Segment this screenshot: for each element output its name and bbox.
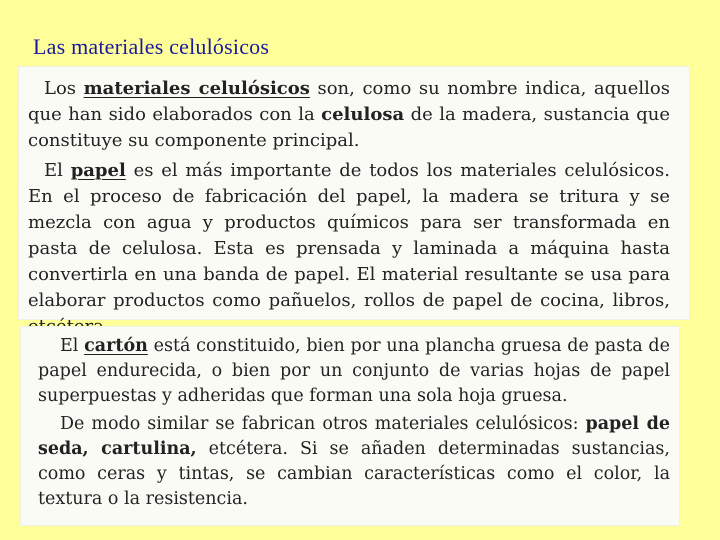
p1-mid: son, como su nombre indica, aquellos que han sido elaborados con la [28,78,670,125]
paragraph-carton [38,334,670,409]
keyword-materiales-celulosicos: materiales celulósicos [83,78,310,99]
paragraph-materiales-celulosicos [28,76,670,154]
p4-tail: etcétera. Si se añaden determinadas sustancias, como ceras y tintas, se cambian características como el color, la textura o la resistencia. [38,439,670,509]
slide-title: Las materiales celulósicos [33,34,270,59]
p1-tail: de la madera, sustancia que constituye su componente principal. [28,104,671,151]
paragraph-otros-materiales [38,412,670,512]
p2-lead: El [44,160,63,181]
p4-lead: De modo similar se fabrican otros materiales celulósicos: [60,414,579,434]
paragraph-papel [28,158,670,340]
keyword-celulosa: celulosa [321,104,405,125]
p1-lead: Los [44,78,77,99]
keyword-papel-de-seda-cartulina: papel de seda, cartulina, [38,414,670,459]
p3-text: está constituido, bien por una plancha gruesa de pasta de papel endurecida, o bien por un conjunto de varias hojas de papel superpuestas y adheridas que forman una sola hoja gruesa. [38,336,670,406]
p2-text: es el más importante de todos los materiales celulósicos. En el proceso de fabricación del papel, la madera se tritura y se mezcla con agua y productos químicos para ser transformada en pasta de celulosa. Esta es prensada y laminada a máquina hasta convertirla en una banda de papel. El material resultante se usa para elaborar productos como pañuelos, rollos de papel de cocina, libros, [28,160,670,311]
p3-lead: El [60,336,79,356]
keyword-carton: cartón [84,336,148,356]
scanned-text-block-1 [18,66,690,320]
keyword-papel: papel [70,160,126,181]
scanned-text-block-2 [20,326,680,526]
